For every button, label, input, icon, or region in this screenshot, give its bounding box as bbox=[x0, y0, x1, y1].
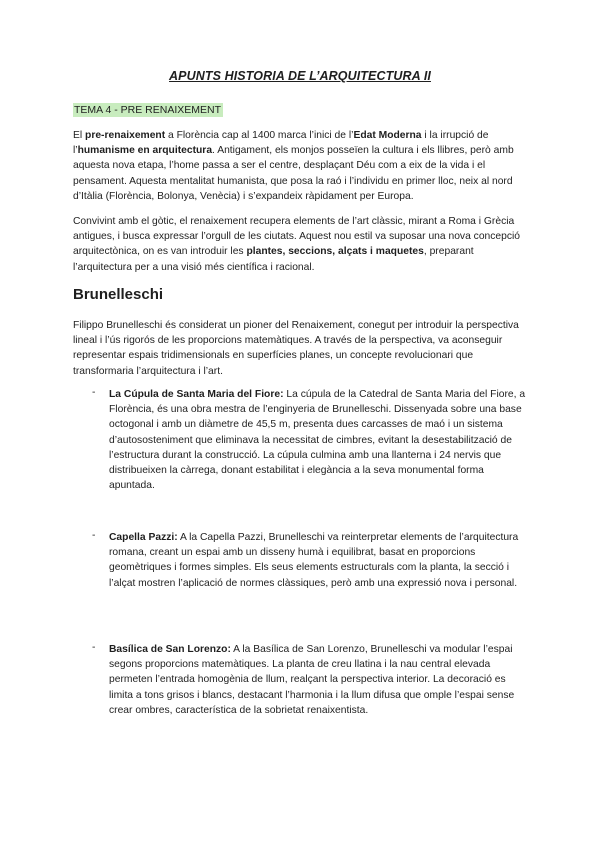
bullet-marker: - bbox=[92, 387, 96, 398]
text-run: . Antigament, els monjos posseïen la cultura i els llibres, però amb aquesta nova etapa, l’home passa a ser el centre, desplaçant Déu com a eix de la vida i el pensament. Aquesta mentalitat humanista, que posa la raó i l’individu en primer lloc, neix al nord d’Itàlia (Florència, Bolonya, Venècia) i s’expandeix ràpidament per Europa. bbox=[73, 145, 514, 202]
bullet-label: Capella Pazzi: bbox=[109, 532, 178, 543]
bullet-label: La Cúpula de Santa Maria del Fiore: bbox=[109, 389, 284, 400]
bullet-text: A la Capella Pazzi, Brunelleschi va reinterpretar elements de l’arquitectura romana, creant un espai amb un disseny humà i equilibrat, basat en proporcions geomètriques i formes simples. Els seus elements estructurals com la planta, la secció i l’alçat mostren l’aplicació de normes clàssiques, però amb una expressió nova i personal. bbox=[109, 532, 519, 589]
bullet-label: Basílica de San Lorenzo: bbox=[109, 644, 231, 655]
section-intro: Filippo Brunelleschi és considerat un pioner del Renaixement, conegut per introduir la perspectiva lineal i l’ús rigorós de les proporcions matemàtiques. A través de la perspectiva, va aconseguir representar espais tridimensionals en superfícies planes, un concepte revolucionari que transformaria l’arquitectura i l’art. bbox=[73, 320, 519, 377]
topic-label: TEMA 4 - PRE RENAIXEMENT bbox=[74, 104, 222, 116]
bullet-marker: - bbox=[92, 530, 96, 541]
intro-paragraph-2 bbox=[73, 214, 529, 275]
text-run: i la irrupció de l’ bbox=[73, 130, 489, 157]
text-run-bold: Edat Moderna bbox=[353, 130, 422, 141]
section-heading: Brunelleschi bbox=[73, 286, 164, 303]
text-run: a Florència cap al 1400 marca l’inici de l’ bbox=[165, 130, 354, 141]
text-run-bold: humanisme en arquitectura bbox=[77, 145, 213, 157]
text-run: , preparant l’arquitectura per a una visió més científica i racional. bbox=[73, 246, 474, 273]
text-run: Convivint amb el gòtic, el renaixement recupera elements de l’art clàssic, mirant a Roma i Grècia antigues, i busca expressar l’orgull de les ciutats. Aquest nou estil va suposar una nova concepció arquitectònica, on es van introduir les bbox=[73, 216, 521, 258]
bullet-text: La cúpula de la Catedral de Santa Maria del Fiore, a Florència, és una obra mestra de l’enginyeria de Brunelleschi. Dissenyada sobre una base octogonal i amb un diàmetre de 45,5 m, presenta dues carcasses de maó i un sistema d’autososteniment que eliminava la necessitat de cimbres, evitant la desestabilització de l’estructura durant la construcció. La cúpula culmina amb una llanterna i 24 nervis que distribueixen la càrrega, donant estabilitat i elegància a la seva monumental forma apuntada. bbox=[109, 389, 526, 492]
intro-paragraph-1 bbox=[73, 128, 529, 204]
text-run-bold: plantes, seccions, alçats i maquetes bbox=[246, 246, 424, 258]
text-run-bold: pre-renaixement bbox=[85, 130, 166, 141]
bullet-item-pazzi bbox=[109, 530, 529, 591]
bullet-marker: - bbox=[92, 642, 96, 653]
bullet-text: A la Basílica de San Lorenzo, Brunelleschi va modular l’espai segons proporcions matemàtiques. La planta de creu llatina i la nau central elevada permeten l’entrada homogènia de llum, realçant la perspectiva interior. La decoració es limita a tons grisos i blancs, destacant l’harmonia i la llum difusa que omple l’espai sense crear ombres, característica de la sobrietat renaixentista. bbox=[109, 644, 515, 716]
bullet-item-san-lorenzo bbox=[109, 642, 529, 718]
document-title: APUNTS HISTORIA DE L’ARQUITECTURA II bbox=[169, 69, 431, 83]
bullet-item-cupula bbox=[109, 387, 529, 493]
text-run: El bbox=[73, 130, 86, 141]
